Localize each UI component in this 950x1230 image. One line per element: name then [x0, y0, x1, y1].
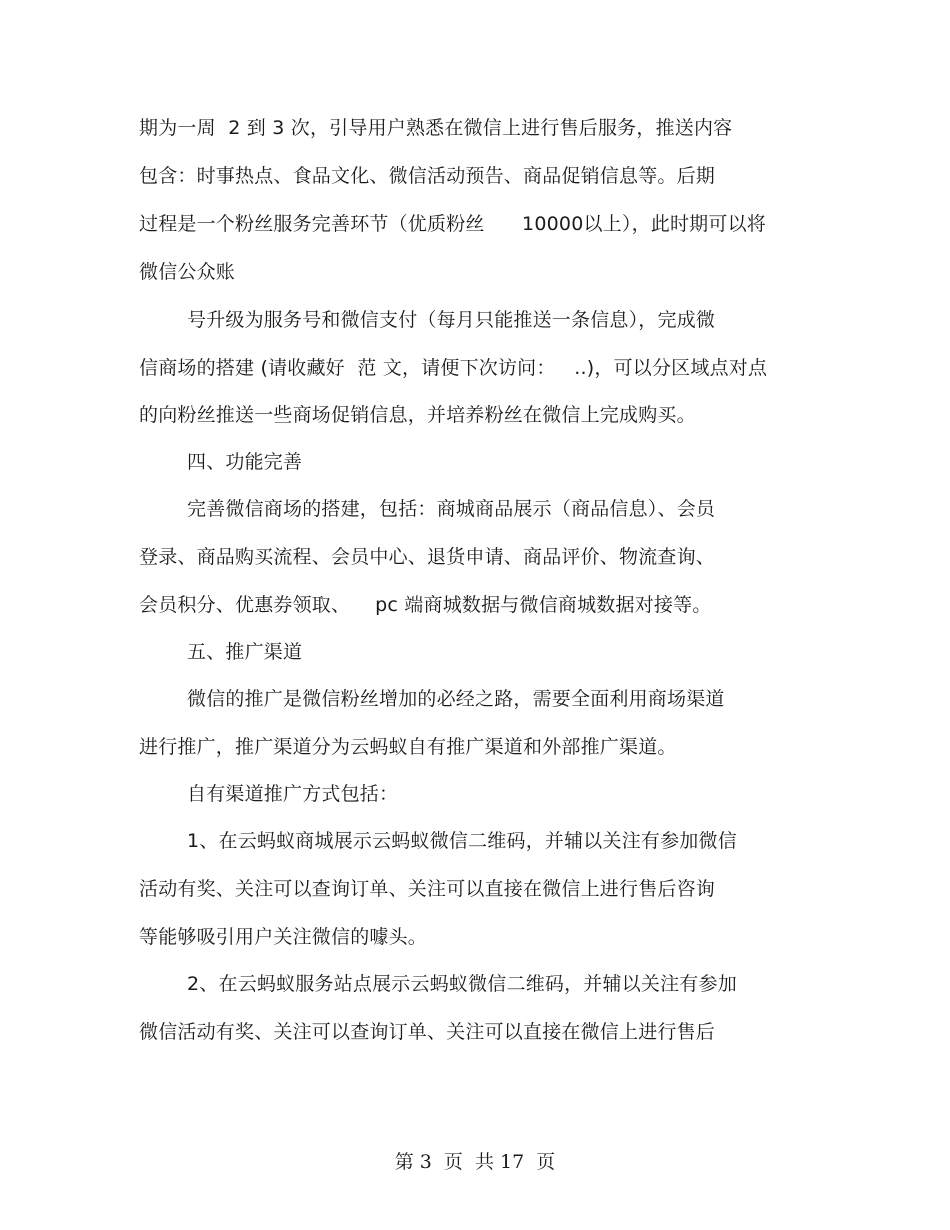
text-line: 期为一周 2 到 3 次，引导用户熟悉在微信上进行售后服务，推送内容: [139, 117, 733, 139]
list-item: 2、在云蚂蚁服务站点展示云蚂蚁微信二维码，并辅以关注有参加: [187, 973, 737, 995]
section-heading: 四、功能完善: [187, 451, 303, 473]
text-line: 会员积分、优惠券领取、 pc 端商城数据与微信商城数据对接等。: [139, 594, 712, 616]
list-item: 1、在云蚂蚁商城展示云蚂蚁微信二维码，并辅以关注有参加微信: [187, 830, 737, 852]
text-line: 微信的推广是微信粉丝增加的必经之路，需要全面利用商场渠道: [187, 688, 725, 710]
text-line: 微信活动有奖、关注可以查询订单、关注可以直接在微信上进行售后: [139, 1021, 716, 1043]
text-line: 完善微信商场的搭建，包括：商城商品展示（商品信息）、会员: [187, 498, 716, 520]
text-line: 号升级为服务号和微信支付（每月只能推送一条信息），完成微: [187, 309, 716, 331]
text-line: 等能够吸引用户关注微信的噱头。: [139, 926, 428, 948]
text-line: 的向粉丝推送一些商场促销信息，并培养粉丝在微信上完成购买。: [139, 404, 696, 426]
text-line: 信商场的搭建 (请收藏好 范 文，请便下次访问： ..)，可以分区域点对点: [139, 357, 768, 379]
text-line: 包含：时事热点、食品文化、微信活动预告、商品促销信息等。后期: [139, 165, 716, 187]
text-line: 登录、商品购买流程、会员中心、退货申请、商品评价、物流查询、: [139, 546, 716, 568]
text-line: 自有渠道推广方式包括：: [187, 783, 399, 805]
page-number-footer: 第 3 页 共 17 页: [394, 1151, 556, 1173]
text-line: 活动有奖、关注可以查询订单、关注可以直接在微信上进行售后咨询: [139, 878, 716, 900]
section-heading: 五、推广渠道: [187, 641, 303, 663]
text-line: 微信公众账: [139, 261, 236, 283]
text-line: 过程是一个粉丝服务完善环节（优质粉丝 10000以上），此时期可以将: [139, 213, 766, 235]
text-line: 进行推广，推广渠道分为云蚂蚁自有推广渠道和外部推广渠道。: [139, 736, 677, 758]
